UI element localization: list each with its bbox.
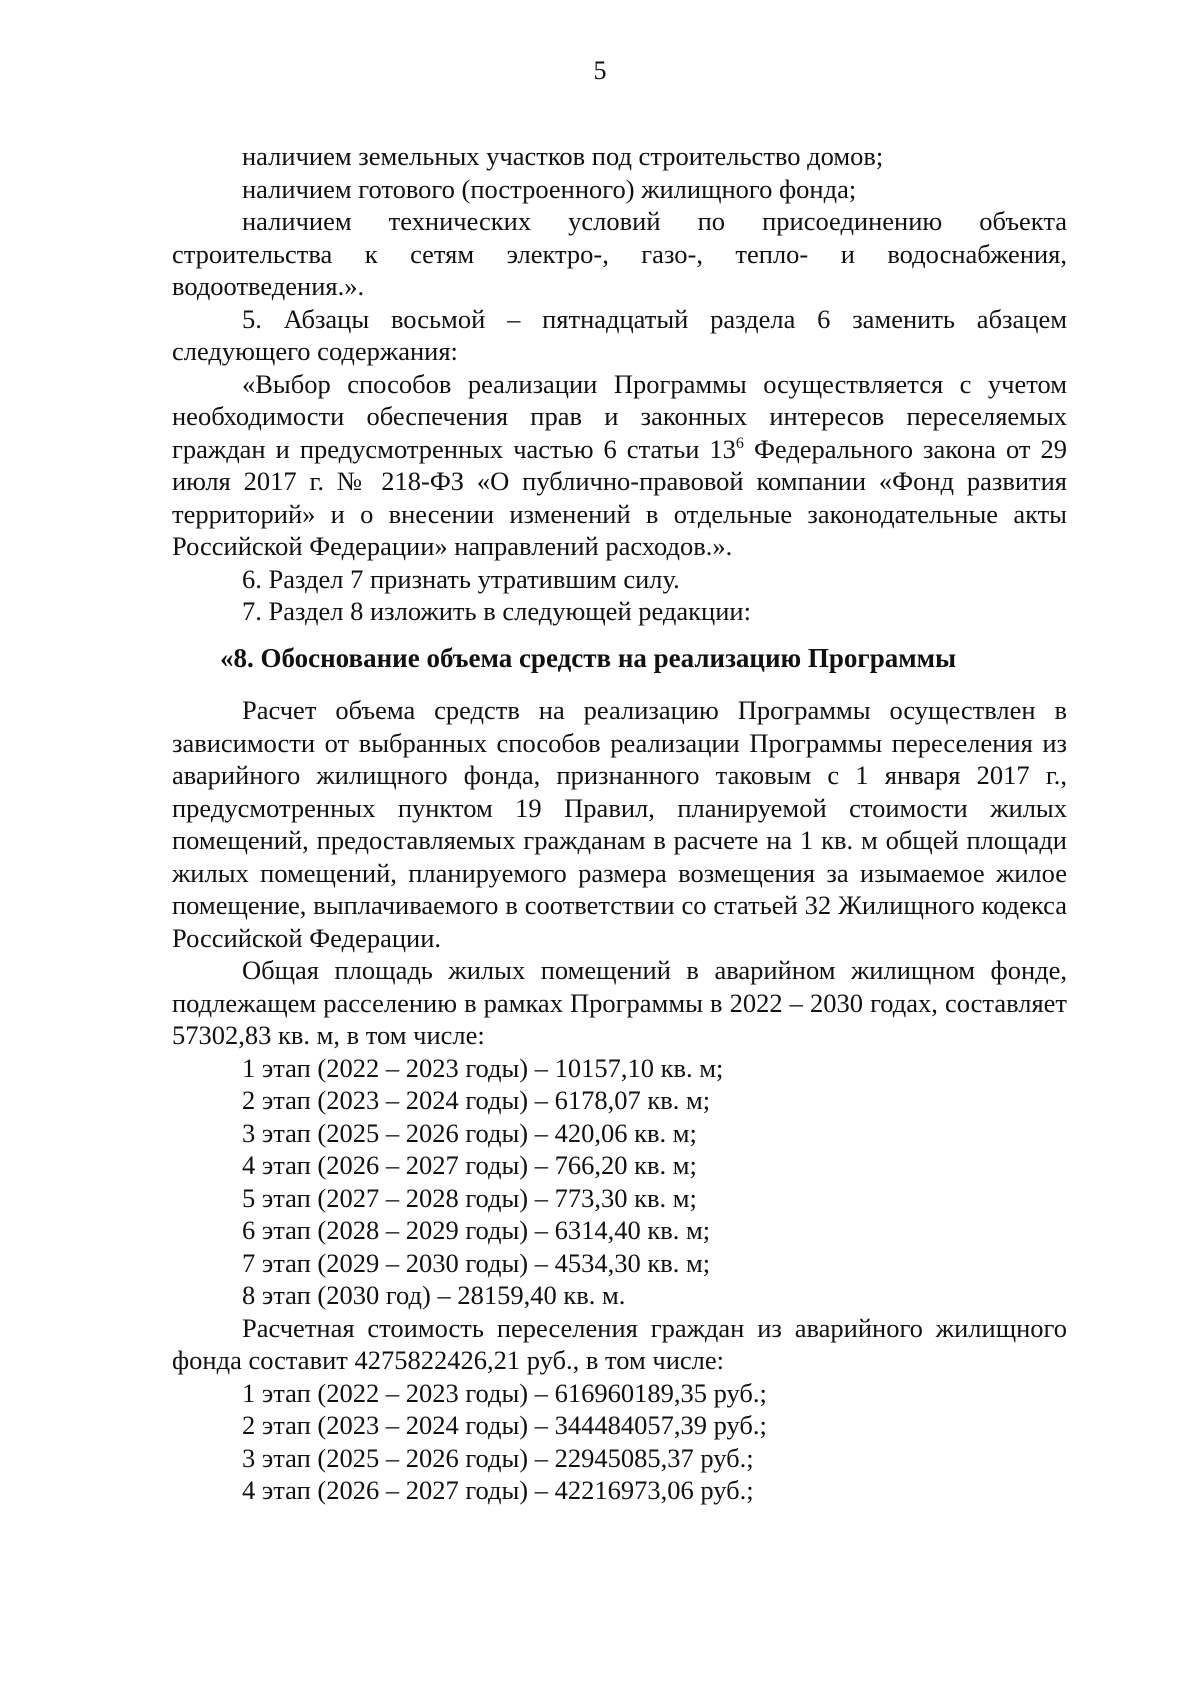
page-number: 5 <box>593 56 607 85</box>
area-stage-item: 6 этап (2028 – 2029 годы) – 6314,40 кв. м; <box>242 1215 711 1245</box>
cost-stage-item: 2 этап (2023 – 2024 годы) – 344484057,39 руб.; <box>242 1410 767 1440</box>
paragraph-item-6: 6. Раздел 7 признать утратившим силу. <box>242 563 680 594</box>
area-stage-item: 1 этап (2022 – 2023 годы) – 10157,10 кв. м; <box>242 1052 724 1083</box>
quote-text-after: Федерального закона от 29 июля 2017 г. № 218-ФЗ «О публично-правовой компании «Фонд развития территорий» и о внесении изменений в отдельные законодательные акты Российской Федерации» направлений расходов.». <box>172 433 1067 561</box>
paragraph-calculation: Расчет объема средств на реализацию Программы осуществлен в зависимости от выбранных способов реализации Программы переселения из аварийного жилищного фонда, признанного таковым с 1 января 2017 г., предусмотренных пунктом 19 Правил, планируемой стоимости жилых помещений, предоставляемых гражданам в расчете на 1 кв. м общей площади жилых помещений, планируемого размера возмещения за изымаемое жилое помещение, выплачиваемого в соответствии со статьей 32 Жилищного кодекса Российской Федерации. <box>172 695 1067 953</box>
area-stage-item: 7 этап (2029 – 2030 годы) – 4534,30 кв. м; <box>242 1247 711 1278</box>
area-stage-item: 3 этап (2025 – 2026 годы) – 420,06 кв. м; <box>242 1117 697 1148</box>
area-stage-item: 2 этап (2023 – 2024 годы) – 6178,07 кв. м; <box>242 1085 711 1115</box>
cost-stage-item: 3 этап (2025 – 2026 годы) – 22945085,37 руб.; <box>242 1442 754 1473</box>
paragraph-technical-conditions: наличием технических условий по присоединению объекта строительства к сетям электро-, газо-, тепло- и водоснабжения, водоотведения.». <box>172 206 1067 301</box>
paragraph-ready-housing: наличием готового (построенного) жилищного фонда; <box>242 173 857 204</box>
paragraph-quote <box>172 368 1067 563</box>
cost-stage-item: 1 этап (2022 – 2023 годы) – 616960189,35 руб.; <box>242 1377 767 1408</box>
section-heading: «8. Обоснование объема средств на реализацию Программы <box>220 642 957 673</box>
area-stage-item: 4 этап (2026 – 2027 годы) – 766,20 кв. м; <box>242 1150 697 1180</box>
area-stage-list <box>172 1052 1067 1312</box>
paragraph-land-plots: наличием земельных участков под строительство домов; <box>242 141 884 171</box>
paragraph-item-5: 5. Абзацы восьмой – пятнадцатый раздела 6 заменить абзацем следующего содержания: <box>172 303 1067 366</box>
cost-stage-list <box>172 1377 1067 1507</box>
area-stage-item: 5 этап (2027 – 2028 годы) – 773,30 кв. м; <box>242 1182 697 1213</box>
paragraph-total-area: Общая площадь жилых помещений в аварийном жилищном фонде, подлежащем расселению в рамках Программы в 2022 – 2030 годах, составляет 57302,83 кв. м, в том числе: <box>172 955 1067 1050</box>
quote-superscript: 6 <box>735 434 744 452</box>
paragraph-item-7: 7. Раздел 8 изложить в следующей редакции: <box>242 596 751 626</box>
cost-stage-item: 4 этап (2026 – 2027 годы) – 42216973,06 руб.; <box>242 1475 754 1505</box>
area-stage-item: 8 этап (2030 год) – 28159,40 кв. м. <box>242 1280 626 1310</box>
paragraph-total-cost: Расчетная стоимость переселения граждан из аварийного жилищного фонда составит 4275822426,21 руб., в том числе: <box>172 1312 1067 1375</box>
quote-text-before: «Выбор способов реализации Программы осуществляется с учетом необходимости обеспечения прав и законных интересов переселяемых граждан и предусмотренных частью 6 статьи 13 <box>172 368 1067 464</box>
document-body <box>172 140 1067 1507</box>
